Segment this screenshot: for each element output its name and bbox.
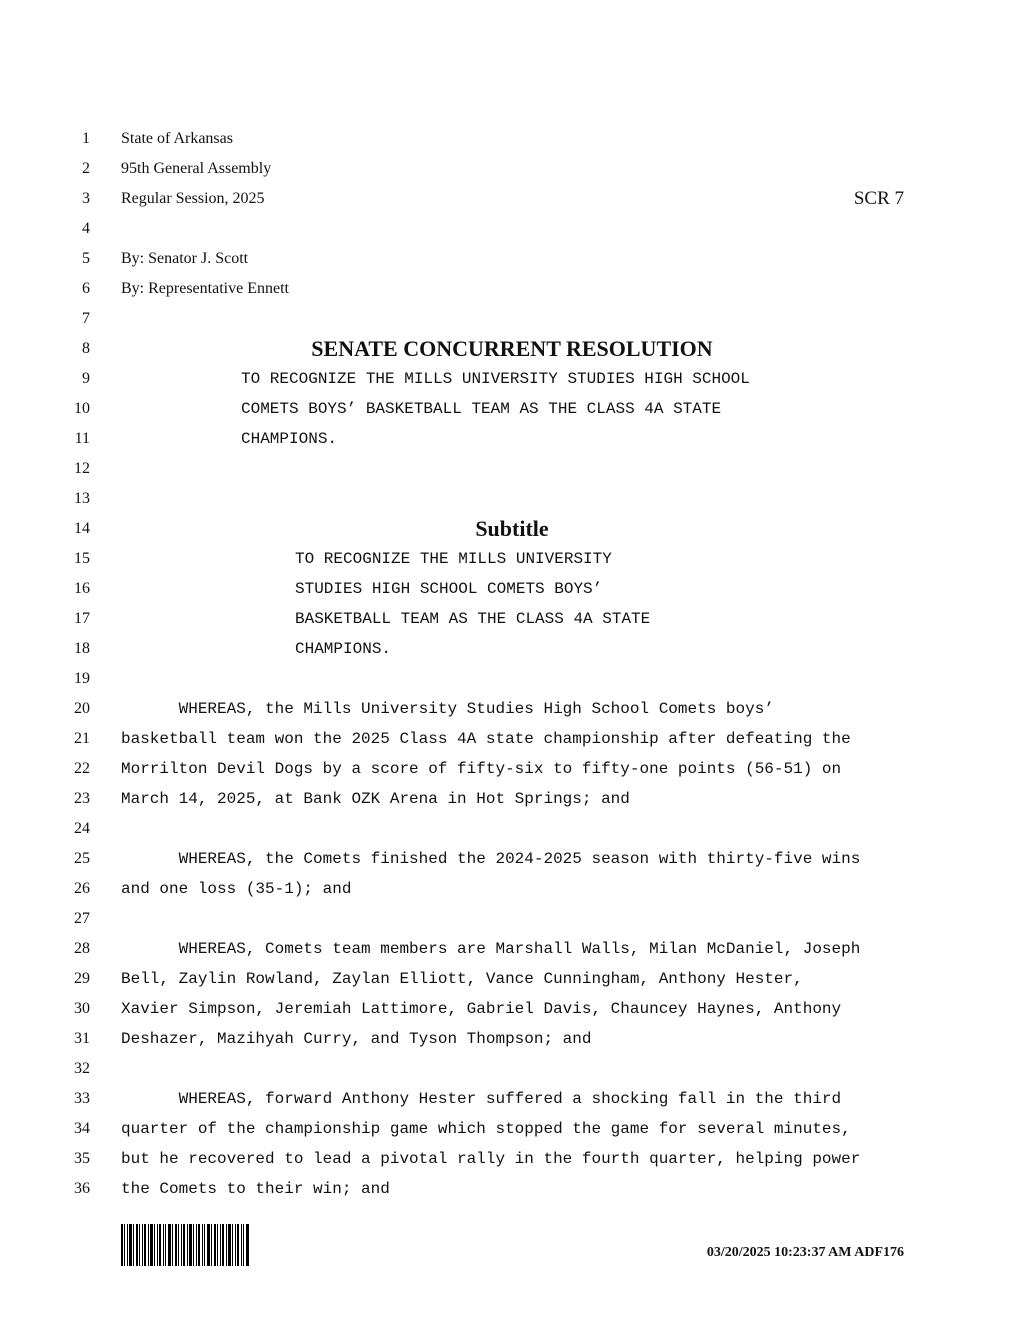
line-number: 31 <box>74 1030 90 1047</box>
subtitle-line: CHAMPIONS. <box>295 640 392 658</box>
document-timestamp: 03/20/2025 10:23:37 AM ADF176 <box>706 1245 904 1260</box>
body-line: Morrilton Devil Dogs by a score of fifty-six to fifty-one points (56-51) on <box>121 760 842 778</box>
title-line: CHAMPIONS. <box>241 430 338 448</box>
line-number: 16 <box>74 580 90 597</box>
line-16 <box>0 574 1024 604</box>
line-number: 7 <box>82 310 90 327</box>
line-number: 25 <box>74 850 90 867</box>
subtitle-heading: Subtitle <box>475 516 549 541</box>
body-line: but he recovered to lead a pivotal rally in the fourth quarter, helping power <box>121 1150 861 1168</box>
house-sponsor: By: Representative Ennett <box>121 280 289 297</box>
line-number: 2 <box>82 160 90 177</box>
line-30 <box>0 994 1024 1024</box>
session: Regular Session, 2025 <box>121 190 265 207</box>
line-number: 9 <box>82 370 90 387</box>
line-5 <box>0 244 1024 274</box>
line-9 <box>0 364 1024 394</box>
line-number: 6 <box>82 280 90 297</box>
line-number: 8 <box>82 340 90 357</box>
line-31 <box>0 1024 1024 1054</box>
line-number: 12 <box>74 460 90 477</box>
line-number: 17 <box>74 610 90 627</box>
general-assembly: 95th General Assembly <box>121 160 272 177</box>
line-1 <box>0 124 1024 154</box>
line-21 <box>0 724 1024 754</box>
line-number: 24 <box>74 820 90 837</box>
line-number: 29 <box>74 970 90 987</box>
line-15 <box>0 544 1024 574</box>
line-20 <box>0 694 1024 724</box>
line-number: 14 <box>74 520 90 537</box>
line-18 <box>0 634 1024 664</box>
line-32 <box>0 1054 1024 1084</box>
line-3 <box>0 184 1024 214</box>
line-number: 34 <box>74 1120 90 1137</box>
body-line: quarter of the championship game which stopped the game for several minutes, <box>121 1120 851 1138</box>
line-number: 21 <box>74 730 90 747</box>
line-10 <box>0 394 1024 424</box>
line-number: 36 <box>74 1180 90 1197</box>
subtitle-line: BASKETBALL TEAM AS THE CLASS 4A STATE <box>295 610 651 628</box>
line-number: 33 <box>74 1090 90 1107</box>
line-28 <box>0 934 1024 964</box>
body-line: WHEREAS, the Mills University Studies High School Comets boys’ <box>121 700 774 718</box>
resolution-heading: SENATE CONCURRENT RESOLUTION <box>311 336 713 361</box>
line-36 <box>0 1174 1024 1204</box>
line-7 <box>0 304 1024 334</box>
line-33 <box>0 1084 1024 1114</box>
barcode-icon <box>121 1224 249 1266</box>
line-number: 28 <box>74 940 90 957</box>
senate-sponsor: By: Senator J. Scott <box>121 250 249 267</box>
subtitle-line: TO RECOGNIZE THE MILLS UNIVERSITY <box>295 550 612 568</box>
line-number: 19 <box>74 670 90 687</box>
title-line: TO RECOGNIZE THE MILLS UNIVERSITY STUDIES HIGH SCHOOL <box>241 370 750 388</box>
line-23 <box>0 784 1024 814</box>
body-line: March 14, 2025, at Bank OZK Arena in Hot Springs; and <box>121 790 630 808</box>
line-24 <box>0 814 1024 844</box>
line-number: 32 <box>74 1060 90 1077</box>
body-line: basketball team won the 2025 Class 4A state championship after defeating the <box>121 730 851 748</box>
body-line: and one loss (35-1); and <box>121 880 352 898</box>
line-14 <box>0 514 1024 544</box>
body-line: WHEREAS, forward Anthony Hester suffered a shocking fall in the third <box>121 1090 842 1108</box>
line-6 <box>0 274 1024 304</box>
title-line: COMETS BOYS’ BASKETBALL TEAM AS THE CLASS 4A STATE <box>241 400 722 418</box>
line-8 <box>0 334 1024 364</box>
body-line: Bell, Zaylin Rowland, Zaylan Elliott, Vance Cunningham, Anthony Hester, <box>121 970 803 988</box>
body-line: Deshazer, Mazihyah Curry, and Tyson Thompson; and <box>121 1030 592 1048</box>
line-number: 4 <box>82 220 90 237</box>
line-35 <box>0 1144 1024 1174</box>
line-27 <box>0 904 1024 934</box>
body-line: the Comets to their win; and <box>121 1180 390 1198</box>
line-number: 3 <box>82 190 90 207</box>
line-number: 10 <box>74 400 90 417</box>
line-13 <box>0 484 1024 514</box>
body-line: Xavier Simpson, Jeremiah Lattimore, Gabriel Davis, Chauncey Haynes, Anthony <box>121 1000 842 1018</box>
bill-id: SCR 7 <box>853 188 904 209</box>
line-4 <box>0 214 1024 244</box>
line-number: 27 <box>74 910 90 927</box>
line-number: 35 <box>74 1150 90 1167</box>
line-26 <box>0 874 1024 904</box>
line-number: 30 <box>74 1000 90 1017</box>
state-name: State of Arkansas <box>121 130 233 147</box>
body-line: WHEREAS, the Comets finished the 2024-2025 season with thirty-five wins <box>121 850 861 868</box>
line-25 <box>0 844 1024 874</box>
line-2 <box>0 154 1024 184</box>
subtitle-line: STUDIES HIGH SCHOOL COMETS BOYS’ <box>295 580 603 598</box>
line-number: 20 <box>74 700 90 717</box>
line-number: 18 <box>74 640 90 657</box>
line-19 <box>0 664 1024 694</box>
line-22 <box>0 754 1024 784</box>
line-11 <box>0 424 1024 454</box>
line-number: 26 <box>74 880 90 897</box>
line-17 <box>0 604 1024 634</box>
line-number: 5 <box>82 250 90 267</box>
line-number: 15 <box>74 550 90 567</box>
line-12 <box>0 454 1024 484</box>
line-number: 13 <box>74 490 90 507</box>
line-29 <box>0 964 1024 994</box>
line-34 <box>0 1114 1024 1144</box>
body-line: WHEREAS, Comets team members are Marshall Walls, Milan McDaniel, Joseph <box>121 940 861 958</box>
line-number: 1 <box>82 130 90 147</box>
line-number: 22 <box>74 760 90 777</box>
line-number: 11 <box>74 430 90 447</box>
line-number: 23 <box>74 790 90 807</box>
